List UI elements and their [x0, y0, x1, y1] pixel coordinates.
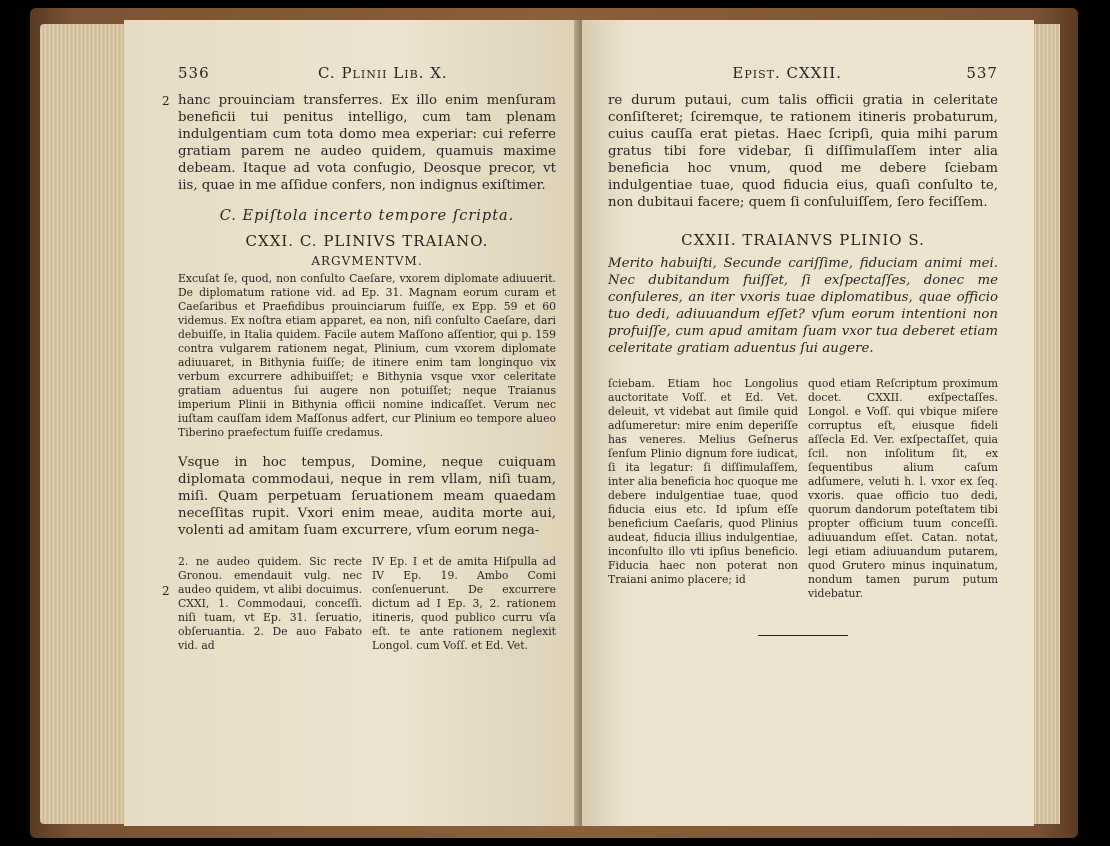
- right-footnote-col-1: ſciebam. Etiam hoc Longolius auctoritate Voſſ. et Ed. Vet. deleuit, vt videbat aut ſimile quid adſumeretur: mire enim deperiſſe has veneres. Melius Geſnerus ſenſum Plinio dignum fore iudicat, ſi ita legatur: ſi diſſimulaſſem, inter alia beneficia hoc quoque me debere indulgentiae tuae, quod fiducia eius etc. Id ipſum eſſe beneficium Caeſaris, quod Plinius audeat, fiducia illius indulgentiae, inconſulto illo vti ipſius beneficio. Fiducia haec non poterat non Traiani animo placere; id: [608, 377, 798, 586]
- epistle-title-121: CXXI. C. PLINIVS TRAIANO.: [245, 232, 489, 250]
- page-edges-right: [1030, 24, 1060, 824]
- right-footnotes: [608, 377, 998, 601]
- running-title-left: C. Plinii Lib. X.: [317, 64, 448, 82]
- argumentum-heading: ARGVMENTVM.: [311, 254, 423, 268]
- page-edges-left: [40, 24, 132, 824]
- margin-number-mid: 2: [162, 584, 170, 598]
- left-body-text-1: hanc prouinciam transferres. Ex illo enim menſuram beneficii tui penitus intelligo, cum tam plenam indulgentiam cum tota domo mea experiar: cui referre gratiam parem ne audeo quidem, quamuis maxime debeam. Itaque ad vota confugio, Deosque precor, vt iis, quae in me aſſidue confers, non indignus exiſtimer.: [178, 93, 556, 193]
- running-title-right: Epist. CXXII.: [732, 64, 842, 82]
- left-footnotes: [178, 555, 556, 653]
- right-footnote-col-2: quod etiam Reſcriptum proximum docet. CXXII. exſpectaſſes. Longol. e Voſſ. qui vbique miſere corruptus eſt, eiusque fideli aſſecla Ed. Ver. exſpectaſſet, quia ſcil. non inſolitum ſit, ex ſequentibus alium caſum adſumere, veluti h. l. vxor ex ſeq. vxoris. quae officio tuo dedi, quorum dandorum poteſtatem tibi propter officium tuum conceſſi. adiuuandum eſſet. Catan. notat, legi etiam adiuuandum putarem, quod Grutero minus inquinatum, nondum tamen purum putum videbatur.: [808, 377, 998, 600]
- epistle-title-122: CXXII. TRAIANVS PLINIO S.: [681, 231, 925, 249]
- argumentum-text: Excuſat ſe, quod, non conſulto Caeſare, vxorem diplomate adiuuerit. De diplomatum ratione vid. ad Ep. 31. Magnam eorum curam et Caeſaribus et Praefidibus prouinciarum fuiſſe, ex Epp. 59 et 60 videmus. Ex noſtra etiam apparet, ea non, niſi conſulto Caeſare, dari debuiſſe, in Italia quidem. Facile autem Maſſono aſſentior, qui p. 159 contra vulgarem rationem negat, Plinium, cum vxorem diplomate adiuuaret, in Bithynia fuiſſe; de itinere enim tam longinquo vix verbum excurrere adhibuiſſet; e Bithynia vsque vxor celeritate gratiam aduentus ſui augere non potuiſſet; neque Traianus imperium Plinii in Bithynia officii nomine indicaſſet. Verum nec iuſtam cauſſam idem Maſſonus adfert, cur Plinium eo tempore alueo Tiberino praefectum fuiſſe credamus.: [178, 272, 556, 439]
- section-heading: C. Epiſtola incerto tempore ſcripta.: [219, 208, 515, 224]
- left-footnote-col-1: 2. ne audeo quidem. Sic recte Gronou. emendauit vulg. nec audeo quidem, vt alibi docuimus. CXXI, 1. Commodaui, conceſſi. niſi tuam, vt Ep. 31. ſeruatio, obſeruantia. 2. De auo Fabato vid. ad: [178, 555, 362, 652]
- left-running-head: [178, 64, 556, 82]
- margin-number-top: 2: [162, 94, 170, 108]
- left-body-text-2: Vsque in hoc tempus, Domine, neque cuiquam diplomata commodaui, neque in rem vllam, niſi tuam, miſi. Quam perpetuam ſeruationem meam quaedam neceſſitas rupit. Vxori enim meae, audita morte aui, volenti ad amitam ſuam excurrere, vſum eorum nega-: [178, 455, 556, 538]
- right-body-text-1: re durum putaui, cum talis officii gratia in celeritate conſiſteret; ſciremque, te rationem itineris probaturum, cuius cauſſa erat pietas. Haec ſcripſi, quia mihi parum gratus tibi fore videbar, ſi diſſimulaſſem inter alia beneficia hoc vnum, quod me debere ſciebam indulgentiae tuae, quod fiducia eius, quaſi conſulto te, non dubitaui facere; quem ſi conſuluiſſem, ſero feciſſem.: [608, 93, 998, 210]
- left-page-content: [178, 64, 556, 653]
- right-page: [582, 20, 1034, 826]
- right-page-content: [608, 64, 998, 636]
- page-number-left: 536: [178, 64, 210, 82]
- right-running-head: [608, 64, 998, 82]
- traianus-reply: Merito habuiſti, Secunde cariſſime, fiduciam animi mei. Nec dubitandum fuiſſet, ſi exſpectaſſes, donec me conſuleres, an iter vxoris tuae diplomatibus, quae officio tuo dedi, adiuuandum eſſet? vſum eorum intentioni non profuiſſe, cum apud amitam ſuam vxor tua deberet etiam celeritate gratiam aduentus ſui augere.: [608, 256, 998, 356]
- end-rule: [758, 635, 848, 636]
- page-number-right: 537: [966, 64, 998, 82]
- left-page: [124, 20, 578, 826]
- left-footnote-col-2: IV Ep. I et de amita Hiſpulla ad IV Ep. 19. Ambo Comi conſenuerunt. De excurrere dictum ad I Ep. 3, 2. rationem itineris, quod publico curru vſa eſt. te ante rationem neglexit Longol. cum Voſſ. et Ed. Vet.: [372, 555, 556, 652]
